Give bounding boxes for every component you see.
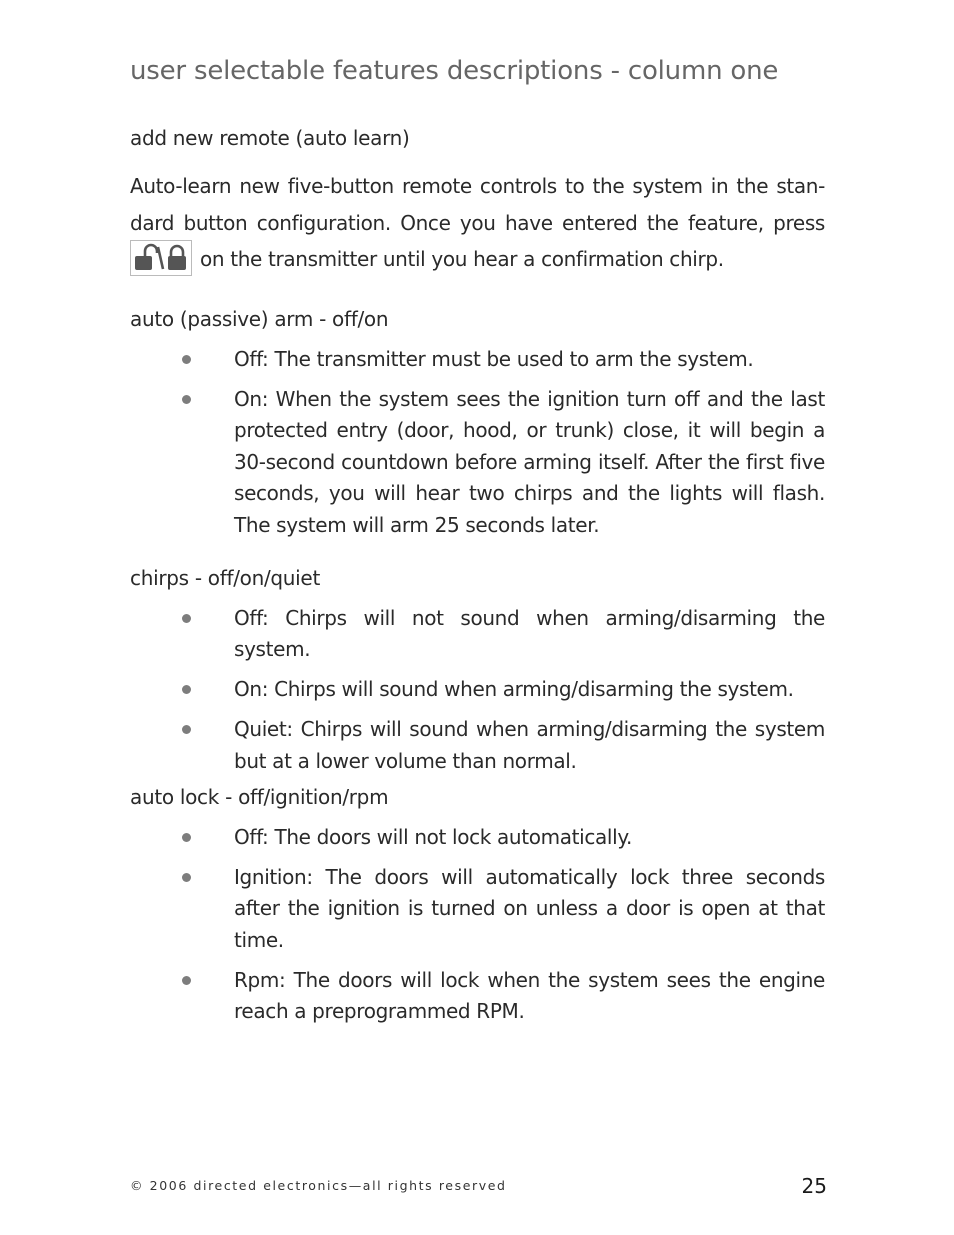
list-item — [130, 344, 825, 376]
list-item — [130, 965, 825, 1028]
paragraph-line-with-icon — [130, 241, 825, 279]
list-item-text: On: Chirps will sound when arming/disarming the system. — [234, 677, 794, 701]
list-item-text: Ignition: The doors will automatically lock three seconds after the ignition is turned on unless a door is open at that time. — [234, 864, 825, 952]
list-item-text: On: When the system sees the ignition turn off and the last protected entry (door, hood, or trunk) close, it will begin a 30-second countdown before arming itself. After the first five seconds, you will hear two chirps and the lights will flash. The system will arm 25 seconds later. — [234, 386, 825, 537]
bullet-icon — [182, 833, 191, 842]
section-add-new-remote — [130, 122, 825, 279]
section-auto-arm — [130, 303, 825, 541]
section-paragraph — [130, 168, 825, 279]
bullet-icon — [182, 725, 191, 734]
paragraph-line-text: on the transmitter until you hear a confirmation chirp. — [200, 247, 724, 271]
section-heading: auto lock - off/ignition/rpm — [130, 785, 389, 809]
list-item — [130, 603, 825, 666]
list-item-text: Quiet: Chirps will sound when arming/disarming the system but at a lower volume than normal. — [234, 717, 825, 773]
list-item-text: Off: The transmitter must be used to arm the system. — [234, 346, 754, 371]
list-item-text: Off: Chirps will not sound when arming/disarming the system. — [234, 605, 825, 661]
section-heading: chirps - off/on/quiet — [130, 566, 320, 590]
bullet-list — [130, 603, 825, 778]
section-heading: auto (passive) arm - off/on — [130, 307, 389, 331]
footer-copyright: © 2006 directed electronics—all rights reserved — [130, 1178, 507, 1193]
bullet-icon — [182, 976, 191, 985]
bullet-icon — [182, 614, 191, 623]
section-chirps — [130, 562, 825, 777]
list-item-text: Off: The doors will not lock automatically. — [234, 824, 632, 849]
lock-unlock-icon — [130, 240, 192, 276]
bullet-list — [130, 822, 825, 1028]
list-item-text: Rpm: The doors will lock when the system sees the engine reach a preprogrammed RPM. — [234, 967, 825, 1023]
paragraph-line: Auto-learn new five-button remote controls to the system in the stan- — [130, 174, 825, 198]
bullet-icon — [182, 873, 191, 882]
bullet-icon — [182, 685, 191, 694]
list-item — [130, 714, 825, 777]
list-item — [130, 384, 825, 542]
bullet-list — [130, 344, 825, 542]
list-item — [130, 822, 825, 854]
paragraph-line: dard button configuration. Once you have entered the feature, press — [130, 210, 825, 235]
section-heading: add new remote (auto learn) — [130, 126, 410, 150]
list-item — [130, 862, 825, 957]
page-number: 25 — [801, 1174, 827, 1198]
bullet-icon — [182, 355, 191, 364]
bullet-icon — [182, 395, 191, 404]
section-auto-lock — [130, 781, 825, 1028]
list-item — [130, 674, 825, 706]
page-title: user selectable features descriptions - column one — [130, 56, 779, 86]
